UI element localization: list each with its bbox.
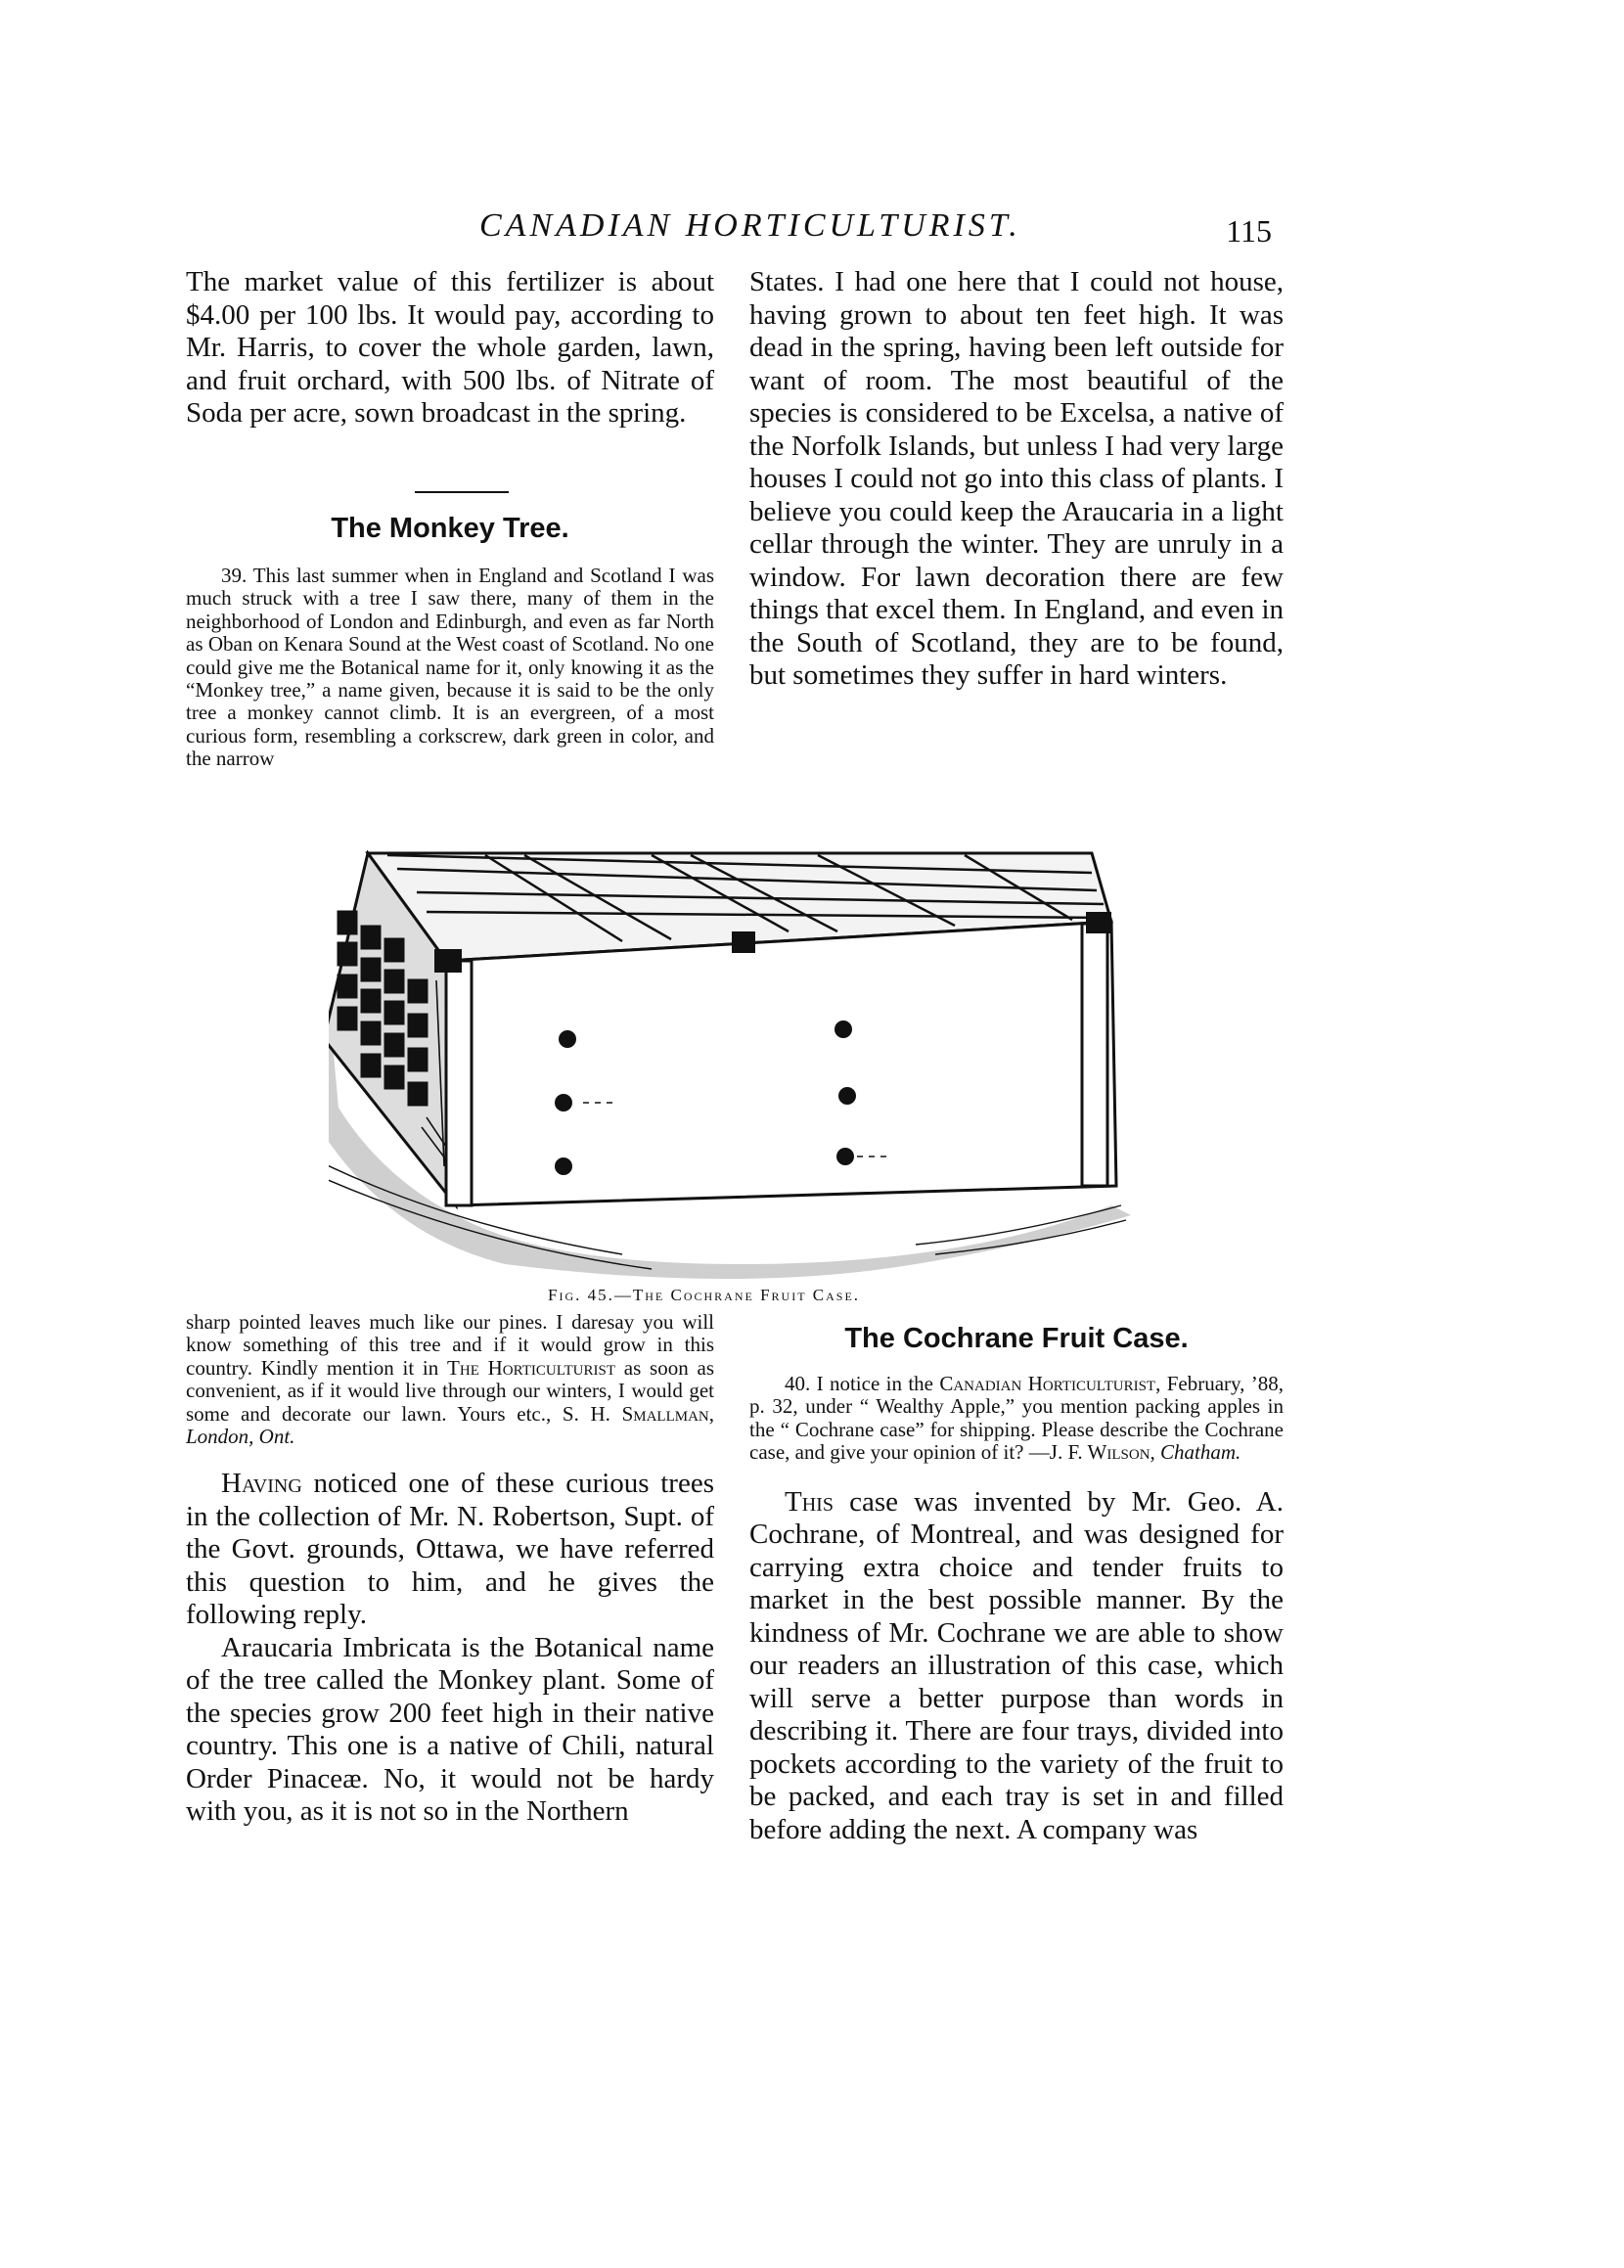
magazine-title: The Horticulturist <box>447 1355 616 1380</box>
cochrane-signature-place: Chatham. <box>1160 1440 1241 1465</box>
section-divider <box>415 491 509 493</box>
reply-araucaria: Araucaria Imbricata is the Botanical name of the tree called the Monkey plant. Some of the species grow 200 feet high in their native country. This one is a native of Chili, natural Order Pinaceæ. No, it would not be hardy with you, as it is not so in the Northern <box>186 1631 714 1828</box>
reply-lead-word: Having <box>221 1468 302 1500</box>
right-column-top <box>749 266 1284 693</box>
left-column-top <box>186 266 714 431</box>
signature-name: S. H. Smallman, <box>562 1401 715 1426</box>
question-continued-text: sharp pointed leaves much like our pines. I daresay you will know something of this tree and if it would grow in this country. Kindly mention it in <box>186 1310 714 1380</box>
cochrane-signature-name: —J. F. Wilson, <box>1028 1440 1155 1465</box>
page-header <box>186 207 1272 256</box>
cochrane-question <box>749 1373 1284 1465</box>
fruit-case-illustration <box>329 834 1131 1284</box>
cochrane-question-text-a: 40. I notice in the <box>785 1372 940 1395</box>
monkey-tree-heading: The Monkey Tree. <box>331 513 569 544</box>
page-number: 115 <box>1226 213 1272 249</box>
question-continued-text-2: as soon as convenient, as if it would live through our winters, I would get some and decorate our lawn. Yours etc., <box>186 1355 714 1426</box>
figure-caption: Fig. 45.—The Cochrane Fruit Case. <box>548 1286 861 1304</box>
signature-place: London, Ont. <box>186 1425 295 1449</box>
fertilizer-paragraph: The market value of this fertilizer is about $4.00 per 100 lbs. It would pay, according to Mr. Harris, to cover the whole garden, lawn, and fruit orchard, with 500 lbs. of Nitrate of Soda per acre, sown broadcast in the spring. <box>186 266 714 429</box>
cochrane-section <box>749 1323 1284 1846</box>
reply-intro <box>186 1468 714 1632</box>
fruit-case-drawing <box>329 834 1131 1284</box>
monkey-tree-section <box>186 513 714 771</box>
monkey-tree-question: 39. This last summer when in England and Scotland I was much struck with a tree I saw there, many of them in the neighborhood of London and Edinburgh, and even as far North as Oban on Kenara Sound at the West coast of Scotland. No one could give me the Botanical name for it, only knowing it as the “Monkey tree,” a name given, because it is said to be the only tree a monkey cannot climb. It is an evergreen, of a most curious form, resembling a corkscrew, dark green in color, and the narrow <box>186 564 714 771</box>
cochrane-answer-text: case was invented by Mr. Geo. A. Cochrane, of Montreal, and was designed for carrying extra choice and tender fruits to market in the best possible manner. By the kindness of Mr. Cochrane we are able to show our readers an illustration of this case, which will serve a better purpose than words in describing it. There are four trays, divided into pockets according to the variety of the fruit to be packed, and each tray is set in and filled before adding the next. A company was <box>749 1485 1284 1845</box>
cochrane-heading: The Cochrane Fruit Case. <box>844 1323 1189 1354</box>
left-column-bottom <box>186 1311 714 1829</box>
monkey-tree-question-continued <box>186 1311 714 1448</box>
answer-lead-word: This <box>785 1485 834 1518</box>
araucaria-continued-paragraph: States. I had one here that I could not house, having grown to about ten feet high. It was dead in the spring, having been left outside for want of room. The most beautiful of the species is considered to be Excelsa, a native of the Norfolk Islands, but unless I had very large houses I could not go into this class of plants. I believe you could keep the Araucaria in a light cellar through the winter. They are unruly in a window. For lawn decoration there are few things that excel them. In England, and even in the South of Scotland, they are to be found, but sometimes they suffer in hard winters. <box>749 266 1285 691</box>
reply-intro-text: noticed one of these curious trees in the collection of Mr. N. Robertson, Supt. of the Govt. grounds, Ottawa, we have referred this question to him, and he gives the following reply. <box>186 1468 714 1631</box>
magazine-title-2: Canadian Horticulturist <box>939 1372 1156 1395</box>
cochrane-answer <box>749 1486 1284 1847</box>
running-head: CANADIAN HORTICULTURIST. <box>479 207 1021 244</box>
cochrane-question-text-b: , February, ’88, p. 32, under “ Wealthy Apple,” you mention packing apples in the “ Cochrane case” for shipping. Please describe the Cochrane case, and give your opinion of it? <box>749 1372 1284 1465</box>
